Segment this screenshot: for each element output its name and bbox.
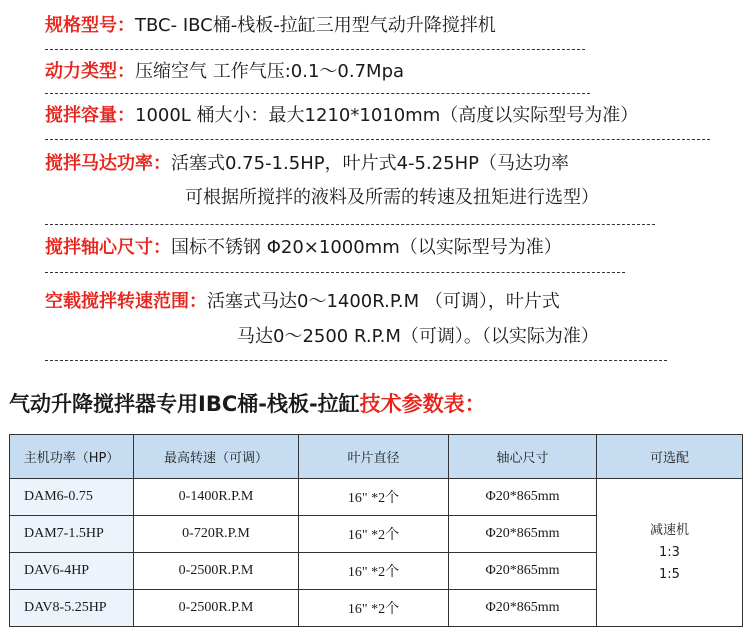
cell-model: DAM6-0.75	[10, 479, 134, 516]
cell-blade: 16" *2个	[299, 553, 449, 590]
cell-speed: 0-2500R.P.M	[134, 553, 299, 590]
header-max-speed: 最高转速（可调）	[134, 435, 299, 479]
cell-shaft: Φ20*865mm	[449, 553, 597, 590]
divider	[45, 272, 625, 273]
spec-capacity-label: 搅拌容量：	[45, 105, 135, 126]
spec-speed-range-value-2: 马达0～2500 R.P.M（可调）。（以实际为准）	[237, 326, 599, 347]
spec-power-type-value: 压缩空气 工作气压:0.1～0.7Mpa	[135, 61, 405, 82]
cell-blade: 16" *2个	[299, 590, 449, 627]
divider	[45, 224, 655, 225]
cell-speed: 0-720R.P.M	[134, 516, 299, 553]
spec-power-type-label: 动力类型：	[45, 61, 135, 82]
spec-model-value: TBC- IBC桶-栈板-拉缸三用型气动升降搅拌机	[135, 15, 496, 36]
spec-motor-power-cont	[185, 186, 599, 210]
spec-speed-range	[45, 290, 560, 314]
table-header-row	[10, 435, 743, 479]
option-label: 减速机	[649, 522, 689, 538]
cell-model: DAV8-5.25HP	[10, 590, 134, 627]
cell-model: DAM7-1.5HP	[10, 516, 134, 553]
cell-model: DAV6-4HP	[10, 553, 134, 590]
spec-motor-power-label: 搅拌马达功率：	[45, 153, 171, 174]
spec-shaft-size	[45, 236, 562, 260]
spec-shaft-size-value: 国标不锈钢 Φ20×1000mm（以实际型号为准）	[171, 237, 562, 258]
section-heading-highlight: 技术参数表：	[359, 392, 486, 416]
header-blade-diameter: 叶片直径	[299, 435, 449, 479]
cell-blade: 16" *2个	[299, 516, 449, 553]
divider	[45, 360, 667, 361]
spec-speed-range-label: 空载搅拌转速范围：	[45, 291, 207, 312]
spec-speed-range-value: 活塞式马达0～1400R.P.M （可调），叶片式	[207, 291, 560, 312]
parameter-table	[9, 434, 743, 627]
divider	[45, 49, 585, 50]
divider	[45, 93, 590, 94]
cell-shaft: Φ20*865mm	[449, 516, 597, 553]
spec-capacity	[45, 104, 638, 128]
section-heading	[9, 388, 486, 418]
divider	[45, 139, 710, 140]
spec-shaft-size-label: 搅拌轴心尺寸：	[45, 237, 171, 258]
option-ratio-1: 1:3	[659, 544, 680, 560]
section-heading-text: 气动升降搅拌器专用IBC桶-栈板-拉缸	[9, 392, 360, 416]
spec-capacity-value: 1000L 桶大小：最大1210*1010mm（高度以实际型号为准）	[135, 105, 639, 126]
cell-speed: 0-1400R.P.M	[134, 479, 299, 516]
spec-speed-range-cont	[237, 325, 599, 349]
cell-blade: 16" *2个	[299, 479, 449, 516]
table-row	[10, 479, 743, 516]
header-power: 主机功率（HP）	[10, 435, 134, 479]
spec-model	[45, 14, 496, 38]
header-shaft-size: 轴心尺寸	[449, 435, 597, 479]
spec-power-type	[45, 60, 404, 84]
option-ratio-2: 1:5	[659, 566, 680, 582]
cell-speed: 0-2500R.P.M	[134, 590, 299, 627]
spec-motor-power-value-2: 可根据所搅拌的液料及所需的转速及扭矩进行选型）	[185, 187, 599, 208]
cell-shaft: Φ20*865mm	[449, 590, 597, 627]
spec-model-label: 规格型号：	[45, 15, 135, 36]
header-options: 可选配	[597, 435, 743, 479]
spec-motor-power	[45, 152, 569, 176]
spec-motor-power-value: 活塞式0.75-1.5HP，叶片式4-5.25HP（马达功率	[171, 153, 570, 174]
cell-shaft: Φ20*865mm	[449, 479, 597, 516]
cell-options	[597, 479, 743, 627]
